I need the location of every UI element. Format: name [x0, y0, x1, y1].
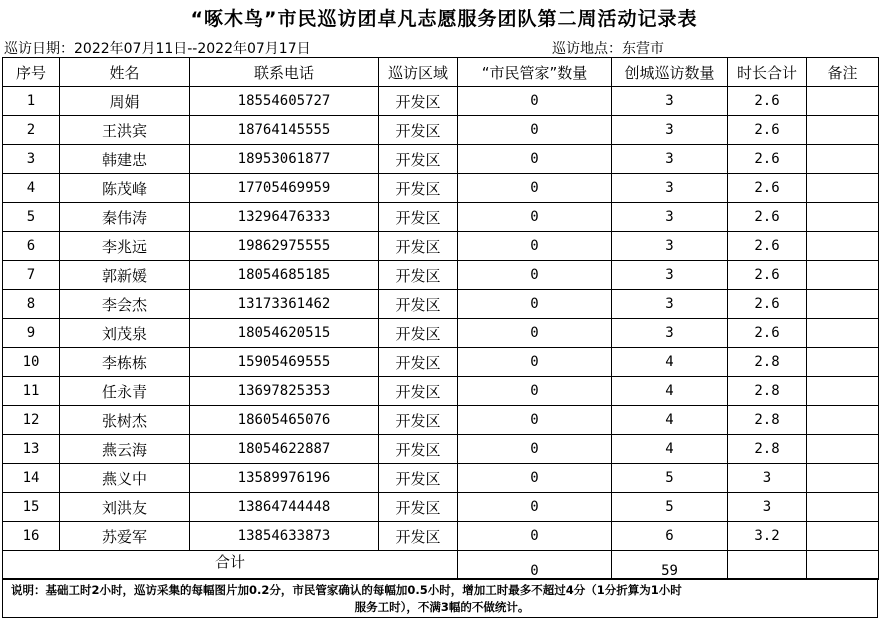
cell-name: 周娟 [60, 87, 190, 116]
cell-hours: 2.6 [728, 145, 807, 174]
table-row [3, 319, 879, 348]
cell-phone: 18605465076 [190, 406, 379, 435]
cell-note [807, 87, 879, 116]
cell-hours: 2.6 [728, 261, 807, 290]
table-row [3, 290, 879, 319]
cell-area: 开发区 [379, 377, 458, 406]
cell-steward: 0 [458, 203, 612, 232]
cell-name: 刘洪友 [60, 493, 190, 522]
cell-visits: 3 [612, 319, 728, 348]
cell-hours: 3 [728, 493, 807, 522]
cell-steward: 0 [458, 406, 612, 435]
cell-note [807, 377, 879, 406]
cell-phone: 18054685185 [190, 261, 379, 290]
cell-visits: 5 [612, 464, 728, 493]
cell-name: 李兆远 [60, 232, 190, 261]
cell-no: 2 [3, 116, 60, 145]
cell-area: 开发区 [379, 522, 458, 551]
cell-steward: 0 [458, 435, 612, 464]
cell-visits: 3 [612, 261, 728, 290]
cell-phone: 18054620515 [190, 319, 379, 348]
col-header-area: 巡访区域 [379, 58, 458, 87]
cell-visits: 3 [612, 203, 728, 232]
totals-steward: 0 [458, 551, 612, 580]
cell-no: 7 [3, 261, 60, 290]
cell-steward: 0 [458, 174, 612, 203]
cell-area: 开发区 [379, 87, 458, 116]
cell-area: 开发区 [379, 319, 458, 348]
cell-note [807, 522, 879, 551]
cell-no: 16 [3, 522, 60, 551]
cell-steward: 0 [458, 261, 612, 290]
cell-note [807, 464, 879, 493]
table-row [3, 116, 879, 145]
cell-phone: 13173361462 [190, 290, 379, 319]
cell-no: 10 [3, 348, 60, 377]
cell-note [807, 203, 879, 232]
cell-hours: 2.6 [728, 174, 807, 203]
table-row [3, 232, 879, 261]
cell-name: 秦伟涛 [60, 203, 190, 232]
cell-no: 1 [3, 87, 60, 116]
col-header-note: 备注 [807, 58, 879, 87]
totals-note [807, 551, 879, 580]
col-header-phone: 联系电话 [190, 58, 379, 87]
col-header-steward: “市民管家”数量 [458, 58, 612, 87]
cell-steward: 0 [458, 232, 612, 261]
cell-no: 13 [3, 435, 60, 464]
cell-phone: 17705469959 [190, 174, 379, 203]
cell-name: 陈茂峰 [60, 174, 190, 203]
col-header-hours: 时长合计 [728, 58, 807, 87]
cell-no: 3 [3, 145, 60, 174]
sheet-title: “啄木鸟”市民巡访团卓凡志愿服务团队第二周活动记录表 [190, 8, 698, 30]
cell-visits: 3 [612, 232, 728, 261]
cell-name: 刘茂泉 [60, 319, 190, 348]
cell-no: 6 [3, 232, 60, 261]
cell-name: 任永青 [60, 377, 190, 406]
cell-area: 开发区 [379, 406, 458, 435]
cell-phone: 15905469555 [190, 348, 379, 377]
cell-note [807, 261, 879, 290]
cell-no: 14 [3, 464, 60, 493]
cell-visits: 3 [612, 145, 728, 174]
col-header-no: 序号 [3, 58, 60, 87]
cell-phone: 13296476333 [190, 203, 379, 232]
cell-no: 8 [3, 290, 60, 319]
cell-no: 15 [3, 493, 60, 522]
cell-area: 开发区 [379, 493, 458, 522]
totals-label: 合计 [3, 551, 458, 580]
col-header-name: 姓名 [60, 58, 190, 87]
cell-phone: 19862975555 [190, 232, 379, 261]
cell-steward: 0 [458, 116, 612, 145]
cell-steward: 0 [458, 377, 612, 406]
explanation-note [2, 578, 878, 618]
totals-visits: 59 [612, 551, 728, 580]
cell-steward: 0 [458, 87, 612, 116]
cell-note [807, 493, 879, 522]
cell-no: 9 [3, 319, 60, 348]
cell-visits: 5 [612, 493, 728, 522]
patrol-place: 巡访地点：东营市 [552, 41, 664, 57]
cell-steward: 0 [458, 348, 612, 377]
cell-steward: 0 [458, 464, 612, 493]
cell-visits: 4 [612, 377, 728, 406]
cell-phone: 13697825353 [190, 377, 379, 406]
patrol-date: 巡访日期：2022年07月11日--2022年07月17日 [4, 41, 311, 57]
totals-row [3, 551, 879, 580]
table-row [3, 203, 879, 232]
cell-no: 5 [3, 203, 60, 232]
cell-hours: 2.8 [728, 377, 807, 406]
table-row [3, 377, 879, 406]
cell-name: 苏爱军 [60, 522, 190, 551]
cell-phone: 18764145555 [190, 116, 379, 145]
cell-visits: 4 [612, 435, 728, 464]
cell-area: 开发区 [379, 261, 458, 290]
cell-no: 11 [3, 377, 60, 406]
cell-steward: 0 [458, 522, 612, 551]
cell-hours: 2.6 [728, 319, 807, 348]
table-row [3, 174, 879, 203]
table-row [3, 464, 879, 493]
table-row [3, 87, 879, 116]
cell-area: 开发区 [379, 290, 458, 319]
cell-hours: 2.8 [728, 406, 807, 435]
cell-note [807, 290, 879, 319]
cell-name: 李会杰 [60, 290, 190, 319]
cell-name: 李栋栋 [60, 348, 190, 377]
col-header-visits: 创城巡访数量 [612, 58, 728, 87]
cell-name: 张树杰 [60, 406, 190, 435]
cell-visits: 4 [612, 348, 728, 377]
cell-visits: 4 [612, 406, 728, 435]
cell-area: 开发区 [379, 174, 458, 203]
cell-hours: 2.8 [728, 348, 807, 377]
cell-area: 开发区 [379, 203, 458, 232]
cell-phone: 13854633873 [190, 522, 379, 551]
cell-hours: 2.8 [728, 435, 807, 464]
cell-phone: 13589976196 [190, 464, 379, 493]
table-row [3, 435, 879, 464]
table-row [3, 348, 879, 377]
cell-visits: 3 [612, 87, 728, 116]
cell-name: 燕义中 [60, 464, 190, 493]
cell-area: 开发区 [379, 232, 458, 261]
cell-hours: 2.6 [728, 87, 807, 116]
totals-hours [728, 551, 807, 580]
cell-hours: 2.6 [728, 290, 807, 319]
cell-steward: 0 [458, 493, 612, 522]
cell-area: 开发区 [379, 116, 458, 145]
header-row [3, 58, 879, 87]
cell-note [807, 406, 879, 435]
cell-area: 开发区 [379, 145, 458, 174]
cell-name: 王洪宾 [60, 116, 190, 145]
cell-note [807, 348, 879, 377]
cell-note [807, 232, 879, 261]
record-table [2, 57, 879, 580]
cell-hours: 2.6 [728, 203, 807, 232]
cell-name: 燕云海 [60, 435, 190, 464]
cell-hours: 2.6 [728, 116, 807, 145]
cell-name: 韩建忠 [60, 145, 190, 174]
cell-hours: 3.2 [728, 522, 807, 551]
table-row [3, 145, 879, 174]
cell-phone: 18953061877 [190, 145, 379, 174]
table-row [3, 493, 879, 522]
cell-note [807, 145, 879, 174]
cell-phone: 18054622887 [190, 435, 379, 464]
cell-steward: 0 [458, 290, 612, 319]
cell-note [807, 174, 879, 203]
cell-hours: 2.6 [728, 232, 807, 261]
cell-phone: 18554605727 [190, 87, 379, 116]
note-line-1: 说明：基础工时2小时，巡访采集的每幅图片加0.2分，市民管家确认的每幅加0.5小时，增加工时最多不超过4分（1分折算为1小时 [11, 583, 682, 597]
cell-visits: 3 [612, 290, 728, 319]
cell-area: 开发区 [379, 464, 458, 493]
cell-hours: 3 [728, 464, 807, 493]
cell-name: 郭新媛 [60, 261, 190, 290]
cell-visits: 3 [612, 174, 728, 203]
cell-steward: 0 [458, 145, 612, 174]
cell-note [807, 116, 879, 145]
table-row [3, 261, 879, 290]
note-line-2: 服务工时），不满3幅的不做统计。 [354, 600, 530, 614]
cell-phone: 13864744448 [190, 493, 379, 522]
cell-no: 12 [3, 406, 60, 435]
cell-area: 开发区 [379, 435, 458, 464]
table-row [3, 522, 879, 551]
cell-note [807, 435, 879, 464]
cell-visits: 6 [612, 522, 728, 551]
cell-visits: 3 [612, 116, 728, 145]
cell-note [807, 319, 879, 348]
cell-steward: 0 [458, 319, 612, 348]
table-row [3, 406, 879, 435]
cell-area: 开发区 [379, 348, 458, 377]
cell-no: 4 [3, 174, 60, 203]
